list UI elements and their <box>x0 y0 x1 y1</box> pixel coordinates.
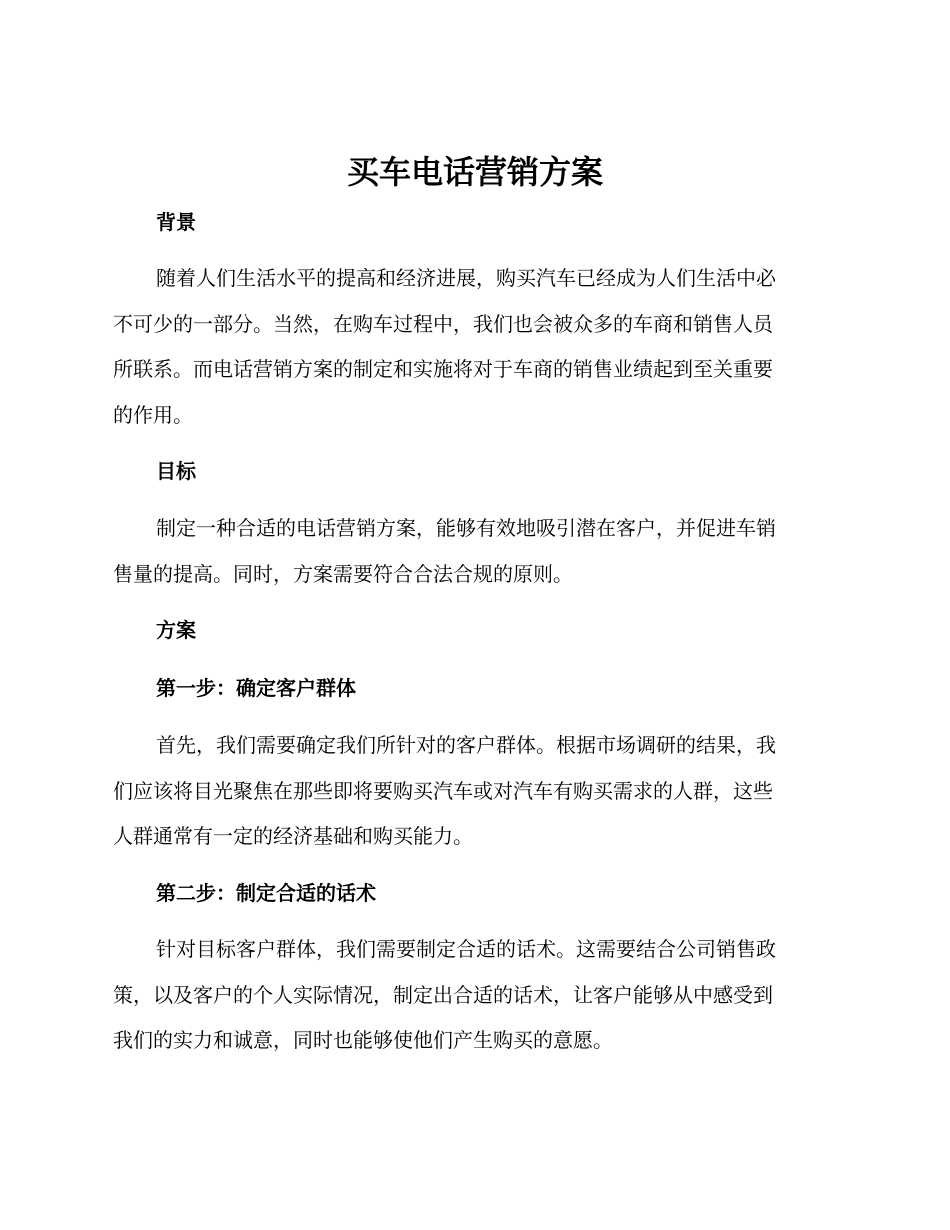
paragraph-line: 我们的实力和诚意，同时也能够使他们产生购买的意愿。 <box>113 1028 613 1052</box>
section-heading-step-one: 第一步：确定客户群体 <box>156 676 356 700</box>
section-heading-step-two: 第二步：制定合适的话术 <box>156 881 376 905</box>
paragraph-line: 策，以及客户的个人实际情况，制定出合适的话术，让客户能够从中感受到 <box>113 982 773 1007</box>
paragraph-line: 售量的提高。同时，方案需要符合合法合规的原则。 <box>113 561 573 586</box>
section-heading-background: 背景 <box>156 210 196 234</box>
paragraph-line: 不可少的一部分。当然，在购车过程中，我们也会被众多的车商和销售人员 <box>113 311 773 336</box>
section-heading-goal: 目标 <box>156 459 196 483</box>
section-heading-plan: 方案 <box>156 618 196 642</box>
paragraph-line: 人群通常有一定的经济基础和购买能力。 <box>113 824 473 848</box>
paragraph-line: 制定一种合适的电话营销方案，能够有效地吸引潜在客户，并促进车销 <box>156 516 776 540</box>
document-title: 买车电话营销方案 <box>346 153 603 191</box>
paragraph-background <box>113 256 833 438</box>
paragraph-goal <box>113 506 833 597</box>
paragraph-line: 所联系。而电话营销方案的制定和实施将对于车商的销售业绩起到至关重要 <box>113 357 773 381</box>
paragraph-step-two <box>113 927 833 1064</box>
paragraph-line: 们应该将目光聚焦在那些即将要购买汽车或对汽车有购买需求的人群，这些 <box>113 778 773 803</box>
paragraph-line: 的作用。 <box>113 402 193 427</box>
paragraph-line: 随着人们生活水平的提高和经济进展，购买汽车已经成为人们生活中必 <box>156 266 776 290</box>
paragraph-step-one <box>113 723 833 860</box>
paragraph-line: 首先，我们需要确定我们所针对的客户群体。根据市场调研的结果，我 <box>156 733 776 757</box>
paragraph-line: 针对目标客户群体，我们需要制定合适的话术。这需要结合公司销售政 <box>156 937 776 961</box>
